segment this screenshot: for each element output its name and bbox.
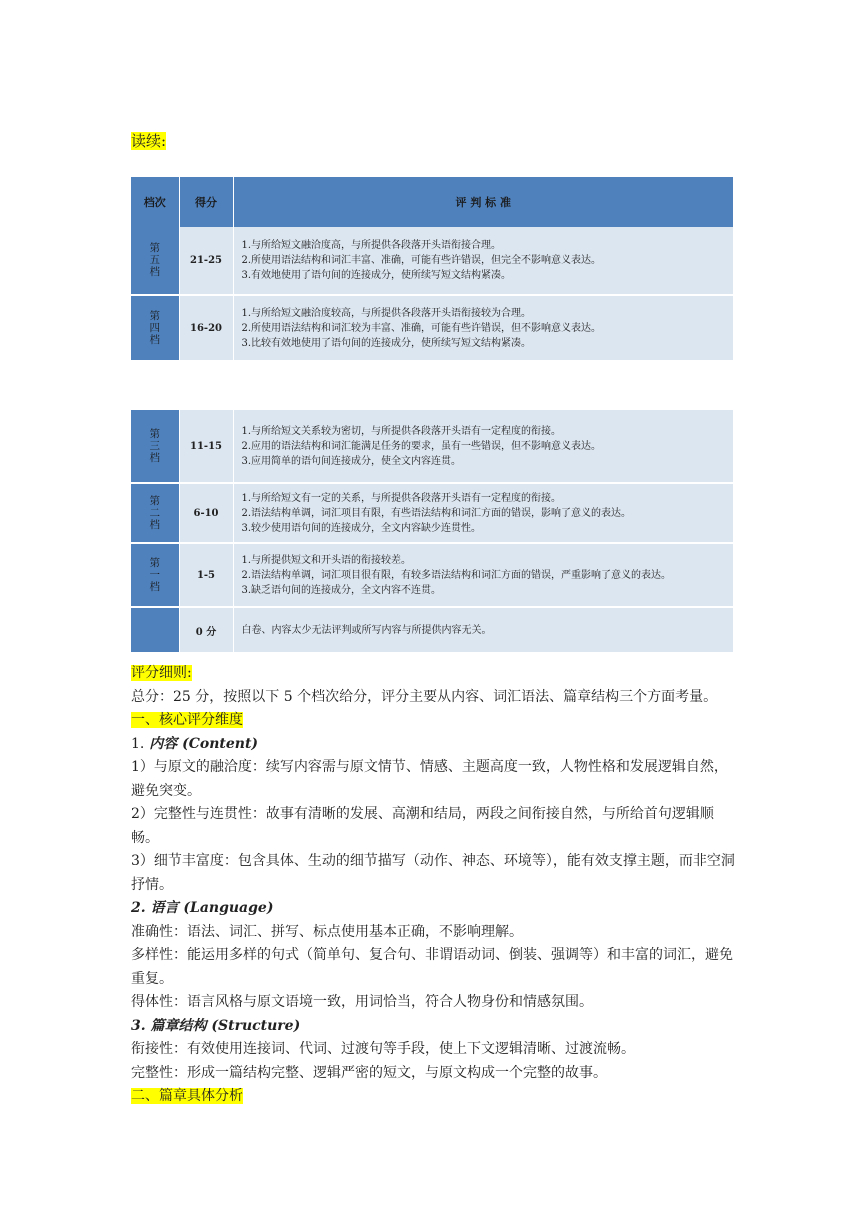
criteria-cell: 1.与所给短文融洽度较高，与所提供各段落开头语衔接较为合理。 2.所使用语法结构和词汇较为丰富、准确，可能有些许错误，但不影响意义表达。 3.比较有效地使用了语句间的连接成分，使所续写短文结构紧凑。	[233, 295, 733, 361]
score-cell: 21-25	[179, 227, 233, 295]
notes-total: 总分：25 分，按照以下 5 个档次给分，评分主要从内容、词汇语法、篇章结构三个方面考量。	[131, 688, 718, 705]
grading-table-part1	[131, 177, 733, 362]
score-cell: 1-5	[179, 543, 233, 607]
table-header-row	[131, 177, 733, 227]
level-cell: 第二档	[131, 483, 179, 543]
header-level: 档次	[131, 177, 179, 227]
table-row	[131, 543, 733, 607]
criteria-cell: 1.与所给短文有一定的关系，与所提供各段落开头语有一定程度的衔接。 2.语法结构单调，词汇项目有限，有些语法结构和词汇方面的错误，影响了意义的表达。 3.较少使用语句间的连接成分，全文内容缺少连贯性。	[233, 483, 733, 543]
structure-item: 完整性：形成一篇结构完整、逻辑严密的短文，与原文构成一个完整的故事。	[131, 1064, 607, 1081]
content-item: 1）与原文的融洽度：续写内容需与原文情节、情感、主题高度一致，人物性格和发展逻辑自然，避免突变。	[131, 759, 728, 799]
criteria-cell: 1.与所给短文关系较为密切，与所提供各段落开头语有一定程度的衔接。 2.应用的语法结构和词汇能满足任务的要求，虽有一些错误，但不影响意义表达。 3.应用简单的语句间连接成分，使全文内容连贯。	[233, 410, 733, 483]
structure-item: 衔接性：有效使用连接词、代词、过渡句等手段，使上下文逻辑清晰、过渡流畅。	[131, 1041, 635, 1057]
grading-table-part2	[131, 410, 733, 654]
level-cell: 第四档	[131, 295, 179, 361]
score-cell: 0 分	[179, 607, 233, 653]
table-row	[131, 227, 733, 295]
criteria-cell: 白卷、内容太少无法评判或所写内容与所提供内容无关。	[233, 607, 733, 653]
language-item: 多样性：能运用多样的句式（简单句、复合句、非谓语动词、倒装、强调等）和丰富的词汇，避免重复。	[131, 947, 733, 987]
score-cell: 11-15	[179, 410, 233, 483]
header-criteria: 评 判 标 准	[233, 177, 733, 227]
table-row	[131, 607, 733, 653]
criteria-cell: 1.与所给短文融洽度高，与所提供各段落开头语衔接合理。 2.所使用语法结构和词汇丰富、准确，可能有些许错误，但完全不影响意义表达。 3.有效地使用了语句间的连接成分，使所续写短文结构紧凑。	[233, 227, 733, 295]
language-item: 得体性：语言风格与原文语境一致，用词恰当，符合人物身份和情感氛围。	[131, 994, 593, 1010]
criteria-cell: 1.与所提供短文和开头语的衔接较差。 2.语法结构单调，词汇项目很有限，有较多语法结构和词汇方面的错误，严重影响了意义的表达。 3.缺乏语句间的连接成分，全文内容不连贯。	[233, 543, 733, 607]
core-dimensions-title: 一、核心评分维度	[131, 712, 243, 728]
content-subtitle: 1. 内容 (Content)	[131, 735, 259, 752]
section-title: 读续:	[131, 132, 167, 150]
table-row	[131, 410, 733, 483]
table-row	[131, 295, 733, 361]
language-item: 准确性：语法、词汇、拼写、标点使用基本正确，不影响理解。	[131, 923, 523, 940]
structure-subtitle: 3. 篇章结构 (Structure)	[131, 1017, 301, 1034]
analysis-title: 二、篇章具体分析	[131, 1088, 243, 1104]
table-row	[131, 483, 733, 543]
content-item: 2）完整性与连贯性：故事有清晰的发展、高潮和结局，两段之间衔接自然，与所给首句逻辑顺畅。	[131, 806, 714, 846]
notes-title: 评分细则:	[131, 665, 192, 681]
level-cell: 第五档	[131, 227, 179, 295]
score-cell: 16-20	[179, 295, 233, 361]
language-subtitle: 2. 语言 (Language)	[131, 900, 274, 916]
level-cell: 第一档	[131, 543, 179, 607]
score-cell: 6-10	[179, 483, 233, 543]
scoring-notes	[131, 662, 741, 1109]
level-cell	[131, 607, 179, 653]
header-score: 得分	[179, 177, 233, 227]
level-cell: 第三档	[131, 410, 179, 483]
content-item: 3）细节丰富度：包含具体、生动的细节描写（动作、神态、环境等），能有效支撑主题，而非空洞抒情。	[131, 853, 735, 893]
